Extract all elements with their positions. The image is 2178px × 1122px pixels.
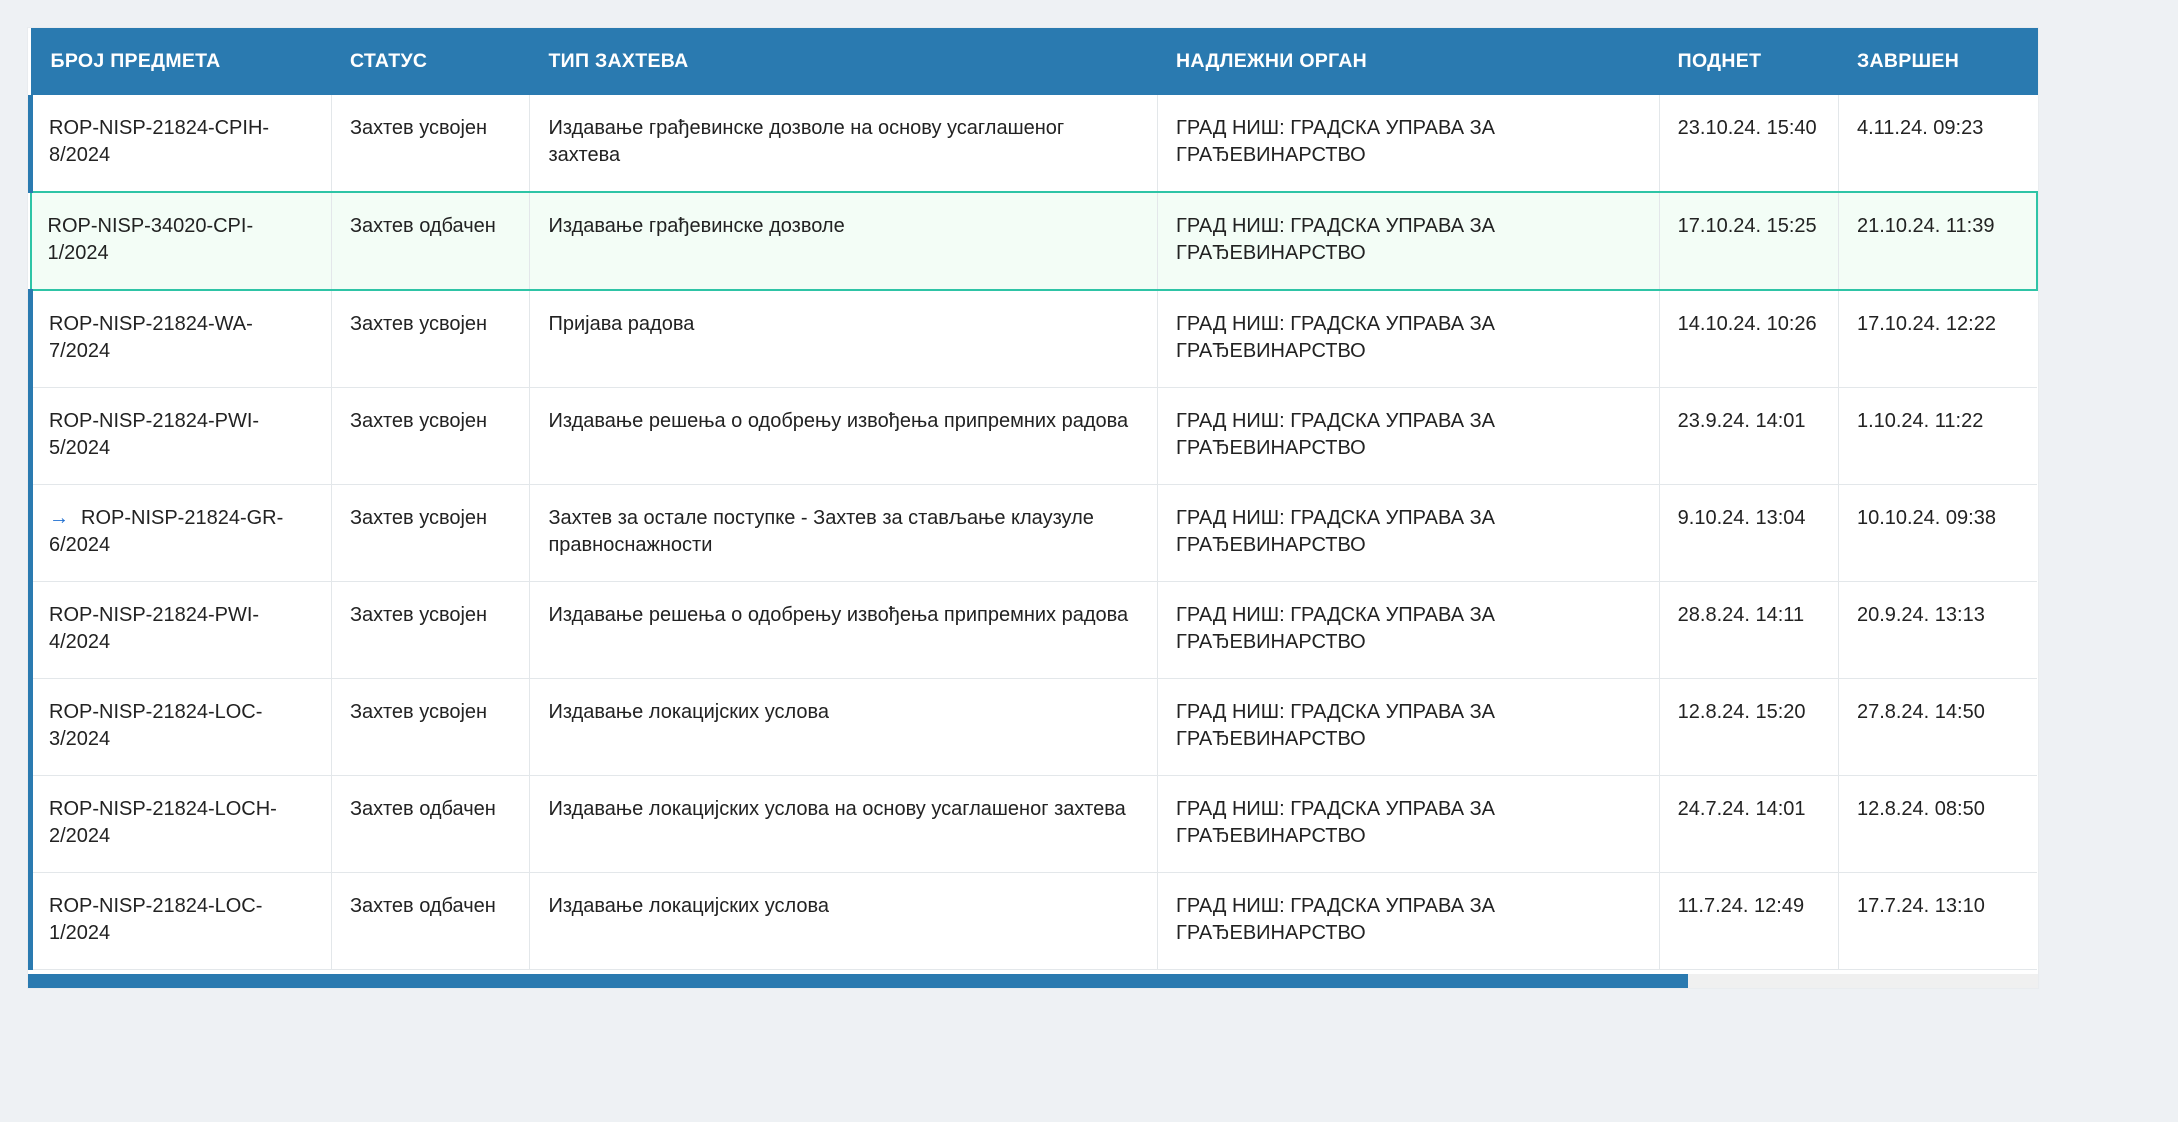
cell-broj-predmeta[interactable] <box>31 192 332 290</box>
column-header-zavrsen[interactable]: ЗАВРШЕН <box>1838 28 2037 95</box>
cell-podnet: 24.7.24. 14:01 <box>1659 776 1838 873</box>
cell-nadlezni-organ: ГРАД НИШ: ГРАДСКА УПРАВА ЗА ГРАЂЕВИНАРСТВО <box>1158 290 1660 388</box>
case-number-text: ROP-NISP-21824-WA-7/2024 <box>49 313 253 362</box>
cell-status: Захтев усвојен <box>331 679 530 776</box>
cell-zavrsen: 27.8.24. 14:50 <box>1838 679 2037 776</box>
table-row[interactable] <box>31 776 2038 873</box>
cell-zavrsen: 12.8.24. 08:50 <box>1838 776 2037 873</box>
table-row[interactable] <box>31 485 2038 582</box>
cell-tip-zahteva: Издавање грађевинске дозволе <box>530 192 1158 290</box>
case-number-text: ROP-NISP-21824-CPIH-8/2024 <box>49 117 270 166</box>
table-row[interactable] <box>31 679 2038 776</box>
table-row[interactable] <box>31 388 2038 485</box>
table-row[interactable] <box>31 95 2038 192</box>
cell-broj-predmeta[interactable] <box>31 388 332 485</box>
cell-status: Захтев одбачен <box>331 776 530 873</box>
column-header-tip-zahteva[interactable]: ТИП ЗАХТЕВА <box>530 28 1158 95</box>
cell-podnet: 14.10.24. 10:26 <box>1659 290 1838 388</box>
cell-zavrsen: 10.10.24. 09:38 <box>1838 485 2037 582</box>
cell-tip-zahteva: Издавање локацијских услова на основу усаглашеног захтева <box>530 776 1158 873</box>
column-header-podnet[interactable]: ПОДНЕТ <box>1659 28 1838 95</box>
cell-zavrsen: 20.9.24. 13:13 <box>1838 582 2037 679</box>
cell-nadlezni-organ: ГРАД НИШ: ГРАДСКА УПРАВА ЗА ГРАЂЕВИНАРСТВО <box>1158 192 1660 290</box>
arrow-right-icon: → <box>49 507 69 529</box>
table-header-row <box>31 28 2038 95</box>
cases-table <box>28 28 2038 970</box>
horizontal-scrollbar[interactable] <box>28 970 2038 988</box>
cell-zavrsen: 21.10.24. 11:39 <box>1838 192 2037 290</box>
table-row[interactable] <box>31 873 2038 970</box>
cell-podnet: 12.8.24. 15:20 <box>1659 679 1838 776</box>
cell-broj-predmeta[interactable] <box>31 776 332 873</box>
cell-podnet: 11.7.24. 12:49 <box>1659 873 1838 970</box>
case-number-text: ROP-NISP-21824-GR-6/2024 <box>49 507 284 556</box>
table-header <box>31 28 2038 95</box>
scrollbar-thumb[interactable] <box>28 974 1688 988</box>
cell-podnet: 23.10.24. 15:40 <box>1659 95 1838 192</box>
cell-zavrsen: 17.10.24. 12:22 <box>1838 290 2037 388</box>
scrollbar-track[interactable] <box>28 974 2038 988</box>
cell-broj-predmeta[interactable] <box>31 582 332 679</box>
cell-podnet: 9.10.24. 13:04 <box>1659 485 1838 582</box>
cell-nadlezni-organ: ГРАД НИШ: ГРАДСКА УПРАВА ЗА ГРАЂЕВИНАРСТВО <box>1158 582 1660 679</box>
cell-tip-zahteva: Издавање локацијских услова <box>530 873 1158 970</box>
table-row[interactable] <box>31 290 2038 388</box>
case-number-text: ROP-NISP-34020-CPI-1/2024 <box>47 215 254 264</box>
cell-status: Захтев усвојен <box>331 290 530 388</box>
cell-zavrsen: 4.11.24. 09:23 <box>1838 95 2037 192</box>
cell-podnet: 23.9.24. 14:01 <box>1659 388 1838 485</box>
table-row[interactable] <box>31 192 2038 290</box>
cell-tip-zahteva: Пријава радова <box>530 290 1158 388</box>
cases-table-container <box>28 28 2038 988</box>
cell-nadlezni-organ: ГРАД НИШ: ГРАДСКА УПРАВА ЗА ГРАЂЕВИНАРСТВО <box>1158 485 1660 582</box>
cell-tip-zahteva: Издавање грађевинске дозволе на основу усаглашеног захтева <box>530 95 1158 192</box>
cell-nadlezni-organ: ГРАД НИШ: ГРАДСКА УПРАВА ЗА ГРАЂЕВИНАРСТВО <box>1158 679 1660 776</box>
cell-podnet: 17.10.24. 15:25 <box>1659 192 1838 290</box>
cell-tip-zahteva: Издавање решења о одобрењу извођења припремних радова <box>530 582 1158 679</box>
cell-tip-zahteva: Издавање решења о одобрењу извођења припремних радова <box>530 388 1158 485</box>
cell-broj-predmeta[interactable] <box>31 290 332 388</box>
cell-status: Захтев усвојен <box>331 485 530 582</box>
cell-nadlezni-organ: ГРАД НИШ: ГРАДСКА УПРАВА ЗА ГРАЂЕВИНАРСТВО <box>1158 95 1660 192</box>
case-number-text: ROP-NISP-21824-PWI-4/2024 <box>49 604 260 653</box>
cell-broj-predmeta[interactable] <box>31 485 332 582</box>
case-number-text: ROP-NISP-21824-LOCH-2/2024 <box>49 798 277 847</box>
cell-status: Захтев усвојен <box>331 388 530 485</box>
cell-tip-zahteva: Захтев за остале поступке - Захтев за стављање клаузуле правноснажности <box>530 485 1158 582</box>
column-header-nadlezni-organ[interactable]: НАДЛЕЖНИ ОРГАН <box>1158 28 1660 95</box>
cell-status: Захтев усвојен <box>331 95 530 192</box>
cell-status: Захтев усвојен <box>331 582 530 679</box>
case-number-text: ROP-NISP-21824-LOC-1/2024 <box>49 895 263 944</box>
cell-broj-predmeta[interactable] <box>31 95 332 192</box>
cell-broj-predmeta[interactable] <box>31 679 332 776</box>
cell-podnet: 28.8.24. 14:11 <box>1659 582 1838 679</box>
cell-nadlezni-organ: ГРАД НИШ: ГРАДСКА УПРАВА ЗА ГРАЂЕВИНАРСТВО <box>1158 873 1660 970</box>
cell-status: Захтев одбачен <box>331 192 530 290</box>
column-header-status[interactable]: СТАТУС <box>331 28 530 95</box>
table-body <box>31 95 2038 970</box>
cell-broj-predmeta[interactable] <box>31 873 332 970</box>
cell-tip-zahteva: Издавање локацијских услова <box>530 679 1158 776</box>
cell-nadlezni-organ: ГРАД НИШ: ГРАДСКА УПРАВА ЗА ГРАЂЕВИНАРСТВО <box>1158 776 1660 873</box>
case-number-text: ROP-NISP-21824-PWI-5/2024 <box>49 410 260 459</box>
column-header-broj-predmeta[interactable]: БРОЈ ПРЕДМЕТА <box>31 28 332 95</box>
cell-zavrsen: 17.7.24. 13:10 <box>1838 873 2037 970</box>
table-row[interactable] <box>31 582 2038 679</box>
cell-nadlezni-organ: ГРАД НИШ: ГРАДСКА УПРАВА ЗА ГРАЂЕВИНАРСТВО <box>1158 388 1660 485</box>
cell-status: Захтев одбачен <box>331 873 530 970</box>
cell-zavrsen: 1.10.24. 11:22 <box>1838 388 2037 485</box>
case-number-text: ROP-NISP-21824-LOC-3/2024 <box>49 701 263 750</box>
